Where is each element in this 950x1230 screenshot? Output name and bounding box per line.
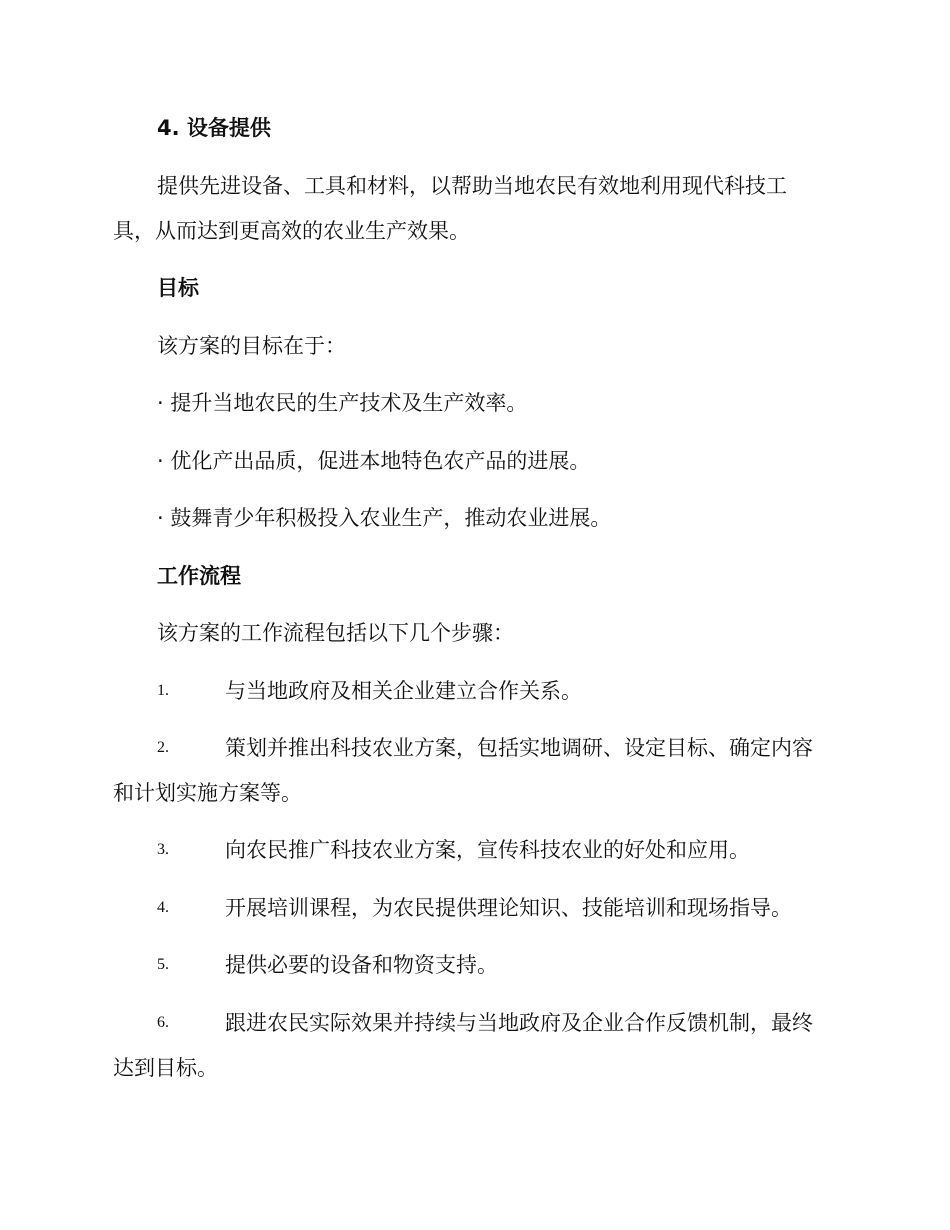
step-text: 跟进农民实际效果并持续与当地政府及企业合作反馈机制，最终 <box>225 1011 813 1035</box>
step-text: 开展培训课程，为农民提供理论知识、技能培训和现场指导。 <box>225 896 792 920</box>
goals-intro: 该方案的目标在于： <box>157 334 346 358</box>
goal-item-2: · 优化产出品质，促进本地特色农产品的进展。 <box>157 449 591 473</box>
goals-heading: 目标 <box>157 276 199 300</box>
step-number: 3. <box>157 841 169 858</box>
section-paragraph-line-2: 具，从而达到更高效的农业生产效果。 <box>113 219 470 243</box>
goal-item-1: · 提升当地农民的生产技术及生产效率。 <box>157 391 528 415</box>
step-number: 2. <box>157 739 169 756</box>
step-number: 4. <box>157 899 169 916</box>
step-number: 5. <box>157 956 169 973</box>
step-text: 策划并推出科技农业方案，包括实地调研、设定目标、确定内容 <box>225 736 813 760</box>
step-text: 与当地政府及相关企业建立合作关系。 <box>225 679 582 703</box>
step-number: 1. <box>157 682 169 699</box>
workflow-intro: 该方案的工作流程包括以下几个步骤： <box>157 621 514 645</box>
section-heading: 4. 设备提供 <box>157 116 271 140</box>
step-number: 6. <box>157 1014 169 1031</box>
step-text-continued: 达到目标。 <box>113 1056 218 1080</box>
section-paragraph-line-1: 提供先进设备、工具和材料，以帮助当地农民有效地利用现代科技工 <box>157 174 787 198</box>
goal-item-3: · 鼓舞青少年积极投入农业生产，推动农业进展。 <box>157 506 612 530</box>
step-text: 提供必要的设备和物资支持。 <box>225 953 498 977</box>
step-text-continued: 和计划实施方案等。 <box>113 781 302 805</box>
step-text: 向农民推广科技农业方案，宣传科技农业的好处和应用。 <box>225 838 750 862</box>
workflow-heading: 工作流程 <box>157 564 241 588</box>
